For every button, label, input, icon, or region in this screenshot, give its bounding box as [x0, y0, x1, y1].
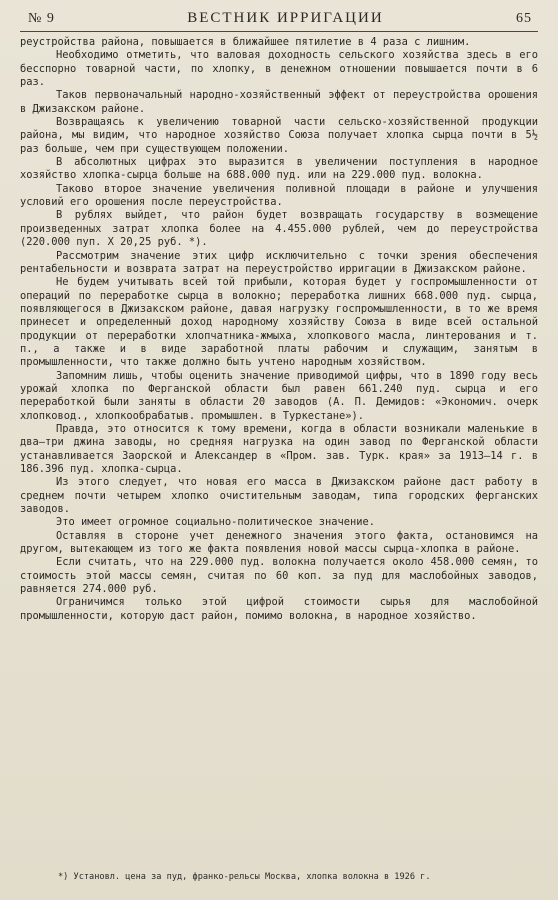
paragraph-15: Если считать, что на 229.000 пуд. волокна получается около 458.000 семян, то стоимость этой массы семян, считая по 60 коп. за пуд для маслобойных заводов, равняется 274.000 руб. — [20, 556, 538, 596]
paragraph-4: Возвращаясь к увеличению товарной части сельско-хозяйственной продукции района, мы видим, что народное хозяйство Союза получает хлопка сырца почти в 5½ раз больше, чем при существующем положении. — [20, 116, 538, 155]
paragraph-8: Рассмотрим значение этих цифр исключительно с точки зрения обеспечения рентабельности и возврата затрат на переустройство ирригации в Джизакском районе. — [20, 249, 538, 275]
paragraph-2: Необходимо отметить, что валовая доходность сельского хозяйства здесь в его бесспорно товарной части, по хлопку, в денежном отношении повышается почти в 6 раз. — [20, 49, 538, 89]
paragraph-3: Таков первоначальный народно-хозяйственный эффект от переустройства орошения в Джизакском районе. — [20, 89, 538, 115]
paragraph-12: Из этого следует, что новая его масса в Джизакском районе даст работу в среднем почти четырем хлопко очистительным заводам, типа городских ферганских заводов. — [20, 476, 538, 516]
paragraph-7: В рублях выйдет, что район будет возвращать государству в возмещение произведенных затрат хлопка более на 4.455.000 рублей, чем до переустройства (220.000 пуп. X 20,25 руб. *). — [20, 209, 538, 249]
paragraph-16: Ограничимся только этой цифрой стоимости сырья для маслобойной промышленности, которую даст район, помимо волокна, в народное хозяйство. — [20, 596, 538, 622]
paragraph-11: Правда, это относится к тому времени, когда в области возникали маленькие в два—три джина заводы, но средняя нагрузка на один завод по Ферганской области устанавливается Заорской и Александер в «Пром. зав. Турк. края» за 1913—14 г. в 186.396 пуд. хлопка-сырца. — [20, 422, 538, 475]
article-body — [20, 36, 538, 623]
journal-title: ВЕСТНИК ИРРИГАЦИИ — [187, 10, 384, 26]
paragraph-14: Оставляя в стороне учет денежного значения этого факта, остановимся на другом, вытекающем из того же факта появления новой массы сырца-хлопка в районе. — [20, 529, 538, 556]
paragraph-6: Таково второе значение увеличения поливной площади в районе и улучшения условий его орошения после переустройства. — [20, 182, 538, 209]
page-header — [20, 10, 538, 32]
paragraph-9: Не будем учитывать всей той прибыли, которая будет у госпромышленности от операций по переработке сырца в волокно; переработка лишних 668.000 пуд. сырца, появляющегося в Джизакском районе, давая нагрузку госпромышленности, в то же время принесет и определенный доход народному хозяйству Союза в виде всей остальной продукции от переработки хлопчатника-жмыха, хлопкового масла, линтерования и т. п., а также и в виде заработной платы рабочим и служащим, занятым в промышленности, что также должно быть учтено народным хозяйством. — [20, 276, 538, 369]
footnote: *) Установл. цена за пуд, франко-рельсы Москва, хлопка волокна в 1926 г. — [58, 872, 431, 882]
paragraph-1: реустройства района, повышается в ближайшее пятилетие в 4 раза с лишним. — [20, 36, 471, 48]
page-number: 65 — [516, 11, 532, 26]
paragraph-10: Запомним лишь, чтобы оценить значение приводимой цифры, что в 1890 году весь урожай хлопка по Ферганской области был равен 661.240 пуд. сырца и его переработкой были заняты в области 20 заводов (А. П. Демидов: «Экономич. очерк хлопковод., хлопкообрабатыв. промышлен. в Туркестане»). — [20, 369, 538, 422]
issue-number: № 9 — [28, 11, 55, 26]
paragraph-5: В абсолютных цифрах это выразится в увеличении поступления в народное хозяйство хлопка-сырца больше на 688.000 пуд. или на 229.000 пуд. волокна. — [20, 156, 538, 182]
paragraph-13: Это имеет огромное социально-политическое значение. — [56, 516, 376, 529]
